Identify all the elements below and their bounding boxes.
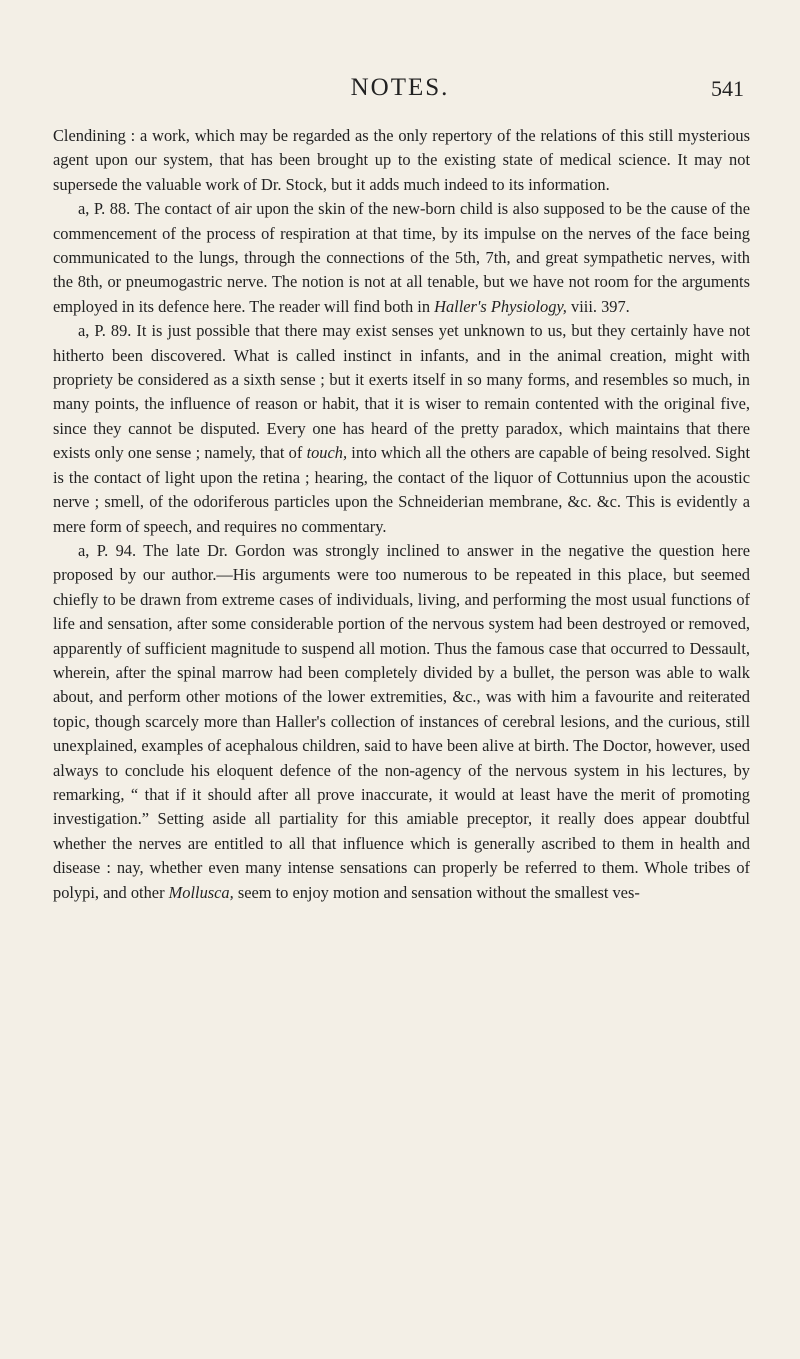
note-p89 xyxy=(53,319,750,539)
note-paragraph-continued xyxy=(53,124,750,197)
taxon-italic: Mollusca, xyxy=(168,882,234,902)
running-head: NOTES. xyxy=(350,74,450,101)
page-header xyxy=(0,74,800,110)
note-text: a, P. 94. The late Dr. Gordon was strongly inclined to answer in the negative the question here proposed by our author.—His arguments were too numerous to be repeated in this place, but seemed chiefly to be drawn from extreme cases of individuals, living, and performing the most usual functions of life and sensation, after some considerable portion of the nervous system had been destroyed or removed, apparently of sufficient magnitude to suspend all motion. Thus the famous case that occurred to Dessault, wherein, after the spinal marrow had been completely divided by a bullet, the person was able to walk about, and perform other motions of the lower extremities, &c., was with him a favourite and reiterated topic, though scarcely more than Haller's collection of instances of cerebral lesions, and the curious, still unexplained, examples of acephalous children, said to have been alive at birth. The Doctor, however, used always to conclude his eloquent defence of the non-agency of the nervous system in his lectures, by remarking, “ that if it should after all prove inaccurate, it would at least have the merit of promoting investigation.” Setting aside all partiality for this amiable preceptor, it really does appear doubtful whether the nerves are entitled to all that influence which is generally ascribed to them in health and disease : nay, whether even many intense sensations can properly be referred to them. Whole tribes of polypi, and other xyxy=(53,540,750,902)
note-text: a, P. 88. The contact of air upon the skin of the new-born child is also supposed to be the cause of the commencement of the process of respiration at that time, by its impulse on the nerves of the face being communicated to the lungs, through the connections of the 5th, 7th, and great sympathetic nerves, with the 8th, or pneumogastric nerve. The notion is not at all tenable, but we have not room for the arguments employed in its defence here. The reader will find both in xyxy=(53,199,750,316)
note-p94 xyxy=(53,539,750,905)
emphasis-italic: touch, xyxy=(306,443,348,463)
paragraph-text: Clendining : a work, which may be regarded as the only repertory of the relations of this still mysterious agent upon our system, that has been brought up to the existing state of medical science. It may not supersede the valuable work of Dr. Stock, but it adds much indeed to its information. xyxy=(53,126,750,194)
book-title-italic: Haller's Physiology, xyxy=(434,296,567,316)
note-text-tail: into which all the others are capable of being resolved. Sight is the contact of light upon the retina ; hearing, the contact of the liquor of Cottunnius upon the acoustic nerve ; smell, of the odoriferous particles upon the Schneiderian membrane, &c. &c. This is evidently a mere form of speech, and requires no commentary. xyxy=(53,443,750,536)
notes-body xyxy=(53,124,750,905)
note-text-tail: viii. 397. xyxy=(566,296,630,316)
note-text: a, P. 89. It is just possible that there may exist senses yet unknown to us, but they certainly have not hitherto been discovered. What is called instinct in infants, and in the animal creation, might with propriety be considered as a sixth sense ; but it exerts itself in so many forms, and resembles so much, in many points, the influence of reason or habit, that it is wiser to remain contented with the original five, since they cannot be disputed. Every one has heard of the pretty paradox, which maintains that there exists only one sense ; namely, that of xyxy=(53,321,750,463)
note-text-tail: seem to enjoy motion and sensation without the smallest ves- xyxy=(233,882,640,902)
page-number: 541 xyxy=(711,76,744,101)
note-p88 xyxy=(53,197,750,319)
